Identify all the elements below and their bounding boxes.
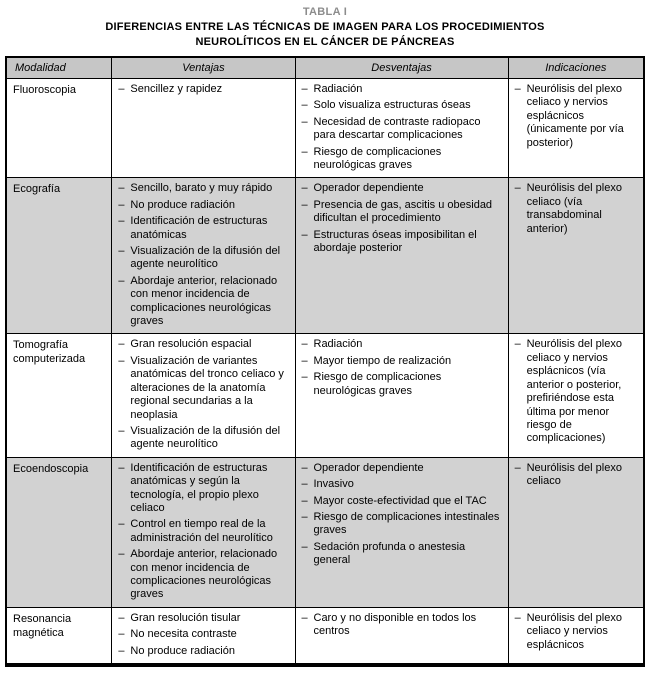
dash-bullet: – [301,478,308,491]
dash-bullet: – [514,338,521,351]
list-item [302,99,502,112]
list-item-text: Neurólisis del plexo celiaco y nervios esplácnicos (únicamente por vía posterior) [526,82,624,149]
dash-bullet: – [301,510,308,523]
list-item-text: Presencia de gas, ascitis u obesidad dificultan el procedimiento [313,198,493,225]
list-item [302,495,502,508]
table-caption-line2: NEUROLÍTICOS EN EL CÁNCER DE PÁNCREAS [195,35,455,48]
list-item [515,612,637,652]
cell-desventajas [295,178,508,334]
list-item [515,83,637,150]
cell-indicaciones [508,607,644,665]
list-item [302,338,502,351]
table-body [6,78,644,665]
list-item-text: No necesita contraste [130,628,237,641]
column-header-modalidad: Modalidad [6,57,112,79]
list-item-text: Operador dependiente [313,461,424,474]
column-header-desventajas: Desventajas [295,57,508,79]
dash-bullet: – [301,82,308,95]
dash-bullet: – [514,461,521,474]
list-item [515,462,637,489]
list-item [118,645,288,658]
list-item [515,182,637,236]
dash-bullet: – [301,611,308,624]
list-item-text: Gran resolución espacial [130,338,252,351]
dash-bullet: – [301,115,308,128]
list-item-text: Mayor tiempo de realización [313,354,452,367]
list-item-text: Abordaje anterior, relacionado con menor incidencia de complicaciones neurológicas graves [130,274,278,328]
cell-ventajas [112,334,295,457]
list-item-text: Caro y no disponible en todos los centros [313,611,477,638]
list-item [118,199,288,212]
list-item-text: Operador dependiente [313,182,424,195]
list-item-text: Necesidad de contraste radiopaco para descartar complicaciones [313,115,481,142]
list-item-text: Mayor coste-efectividad que el TAC [313,494,487,507]
list-item-text: Neurólisis del plexo celiaco y nervios esplácnicos (vía anterior o posterior, prefiriéndose esta última por menor riesgo de complicaciones) [526,338,622,445]
column-header-indicaciones: Indicaciones [508,57,644,79]
list-item-text: Identificación de estructuras anatómicas [130,215,268,241]
list-item [302,355,502,368]
list-item-text: Abordaje anterior, relacionado con menor incidencia de complicaciones neurológicas graves [130,548,278,601]
dash-bullet: – [301,228,308,241]
dash-bullet: – [118,644,125,657]
list-item [302,371,502,398]
dash-bullet: – [118,274,125,287]
list-item [118,628,288,641]
dash-bullet: – [301,371,308,384]
list-item [118,245,288,272]
list-item-text: Neurólisis del plexo celiaco y nervios esplácnicos [526,611,622,651]
dash-bullet: – [301,182,308,195]
list-item-text: Riesgo de complicaciones neurológicas graves [313,145,442,172]
list-item-text: Estructuras óseas imposibilitan el abordaje posterior [313,228,477,255]
dash-bullet: – [514,182,521,195]
list-item [118,275,288,329]
dash-bullet: – [118,215,125,228]
cell-indicaciones [508,178,644,334]
list-item-text: No produce radiación [130,198,235,211]
dash-bullet: – [118,338,125,351]
cell-indicaciones [508,334,644,457]
dash-bullet: – [301,354,308,367]
dash-bullet: – [118,354,125,367]
title-block [5,4,645,56]
list-item [302,478,502,491]
list-item-text: Visualización de la difusión del agente neurolítico [130,424,281,451]
dash-bullet: – [118,82,125,95]
list-item-text: Invasivo [313,478,354,491]
dash-bullet: – [118,611,125,624]
dash-bullet: – [301,540,308,553]
list-item-text: Sencillez y rapidez [130,82,223,95]
cell-desventajas [295,457,508,607]
dash-bullet: – [301,461,308,474]
cell-modalidad: Tomografía computerizada [6,334,112,457]
list-item [302,182,502,195]
list-item-text: Sedación profunda o anestesia general [313,540,466,567]
cell-ventajas [112,457,295,607]
list-item-text: Riesgo de complicaciones intestinales graves [313,510,500,537]
list-item [302,511,502,538]
list-item [302,462,502,475]
dash-bullet: – [301,338,308,351]
comparison-table [5,56,645,667]
list-item-text: Riesgo de complicaciones neurológicas graves [313,371,442,397]
dash-bullet: – [118,424,125,437]
dash-bullet: – [118,518,125,531]
dash-bullet: – [118,182,125,195]
cell-indicaciones [508,457,644,607]
cell-desventajas [295,607,508,665]
cell-indicaciones [508,78,644,177]
cell-modalidad: Ecoendoscopia [6,457,112,607]
list-item [118,182,288,195]
list-item [118,518,288,545]
list-item [118,355,288,422]
cell-modalidad: Resonancia magnética [6,607,112,665]
dash-bullet: – [301,198,308,211]
list-item-text: Gran resolución tisular [130,611,241,624]
list-item [302,146,502,173]
table-row [6,178,644,334]
list-item [118,548,288,602]
list-item-text: Solo visualiza estructuras óseas [313,99,471,112]
list-item-text: Identificación de estructuras anatómicas y según la tecnología, el propio plexo celiaco [130,461,268,514]
list-item [118,425,288,452]
list-item-text: No produce radiación [130,644,235,657]
dash-bullet: – [301,99,308,112]
list-item [118,338,288,351]
table-label: TABLA I [302,6,348,18]
cell-modalidad: Ecografía [6,178,112,334]
list-item-text: Control en tiempo real de la administración del neurolítico [130,518,273,544]
list-item [118,83,288,96]
dash-bullet: – [118,628,125,641]
table-caption-line1: DIFERENCIAS ENTRE LAS TÉCNICAS DE IMAGEN PARA LOS PROCEDIMIENTOS [105,21,545,33]
cell-modalidad: Fluoroscopia [6,78,112,177]
cell-ventajas [112,178,295,334]
cell-ventajas [112,607,295,665]
dash-bullet: – [514,611,521,624]
dash-bullet: – [118,198,125,211]
list-item-text: Radiación [313,338,363,351]
table-row [6,457,644,607]
list-item-text: Neurólisis del plexo celiaco [526,461,622,488]
dash-bullet: – [301,494,308,507]
list-item [118,215,288,242]
list-item [302,541,502,568]
dash-bullet: – [514,82,521,95]
list-item [302,116,502,143]
list-item [302,83,502,96]
list-item [302,612,502,639]
dash-bullet: – [118,245,125,258]
list-item [302,229,502,256]
list-item [118,612,288,625]
table-row [6,78,644,177]
list-item-text: Visualización de la difusión del agente neurolítico [130,245,281,271]
dash-bullet: – [118,548,125,561]
cell-ventajas [112,78,295,177]
list-item-text: Sencillo, barato y muy rápido [130,182,273,195]
list-item-text: Neurólisis del plexo celiaco (vía transabdominal anterior) [526,182,622,235]
list-item-text: Visualización de variantes anatómicas del tronco celiaco y alteraciones de la anatomía regional secundarias a la neoplasia [130,354,284,421]
table-row [6,607,644,665]
cell-desventajas [295,334,508,457]
cell-desventajas [295,78,508,177]
list-item [302,199,502,226]
dash-bullet: – [301,145,308,158]
list-item-text: Radiación [313,82,363,95]
table-row [6,334,644,457]
column-header-ventajas: Ventajas [112,57,295,79]
header-row [6,57,644,79]
list-item [118,462,288,516]
dash-bullet: – [118,461,125,474]
list-item [515,338,637,445]
